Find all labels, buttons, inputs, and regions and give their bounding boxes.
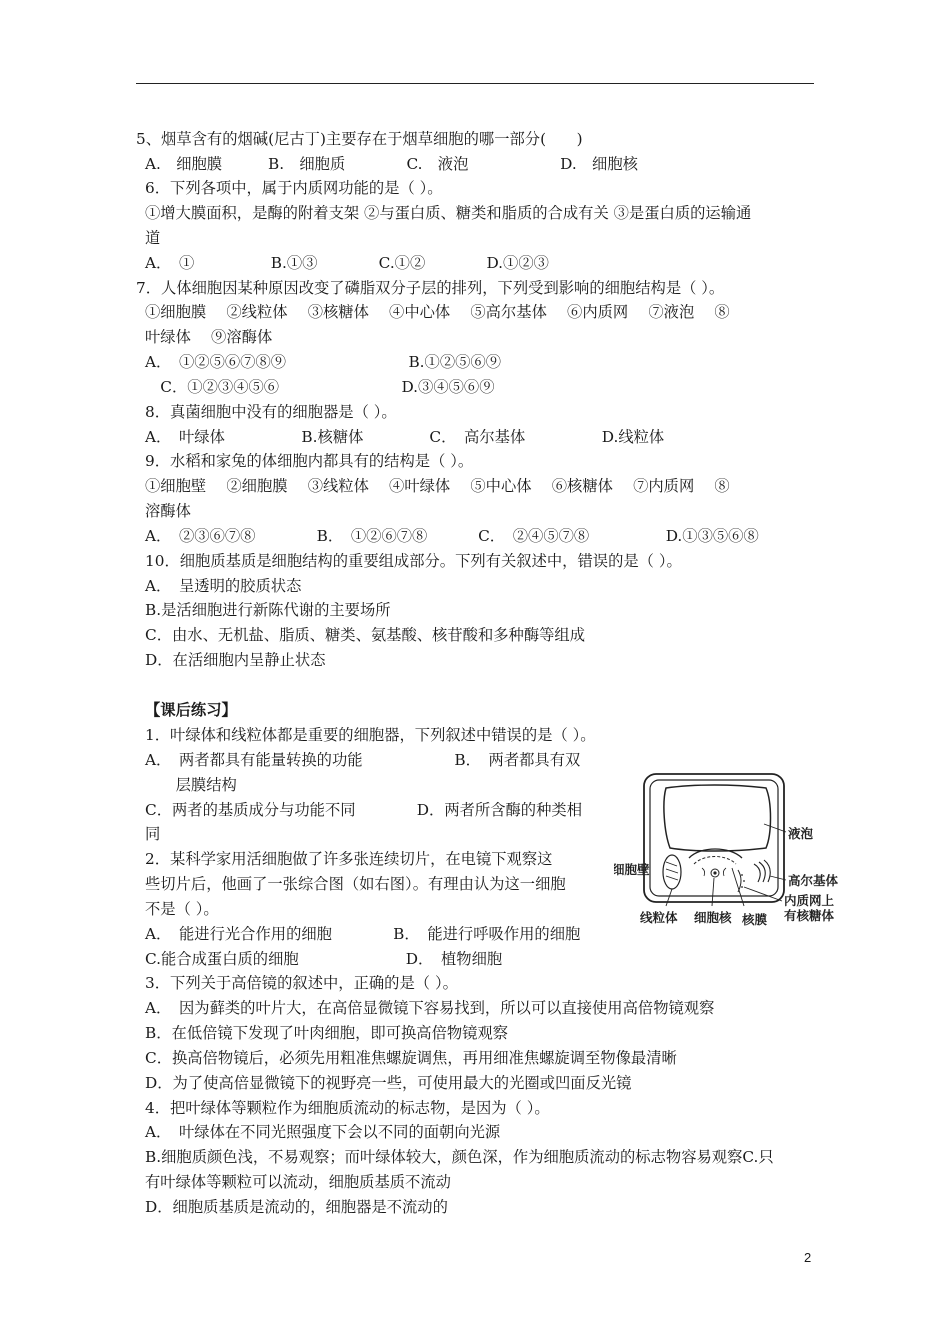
q10-stem: 10．细胞质基质是细胞结构的重要组成部分。下列有关叙述中，错误的是（ ）。 <box>145 552 682 570</box>
nuclear-envelope-inner <box>694 857 736 865</box>
p2-stem-line2: 些切片后，他画了一张综合图（如右图）。有理由认为这一细胞 <box>145 875 566 893</box>
label-nuclear-membrane: 核膜 <box>742 912 768 927</box>
p3-option-a: A． 因为藓类的叶片大，在高倍显微镜下容易找到，所以可以直接使用高倍物镜观察 <box>145 999 715 1017</box>
golgi-shape <box>754 860 770 882</box>
q6-desc-line2: 道 <box>145 229 161 247</box>
nucleolus-core <box>713 871 716 874</box>
q10-option-a: A． 呈透明的胶质状态 <box>145 577 302 595</box>
p3-option-d: D．为了使高倍显微镜下的视野亮一些，可使用最大的光圈或凹面反光镜 <box>145 1074 632 1092</box>
p4-option-d: D．细胞质基质是流动的，细胞器是不流动的 <box>145 1198 448 1216</box>
label-er-line1: 内质网上 <box>784 893 835 908</box>
label-vacuole: 液泡 <box>788 826 814 841</box>
q7-desc-line2: 叶绿体 ⑨溶酶体 <box>145 328 273 346</box>
p1-stem: 1．叶绿体和线粒体都是重要的细胞器，下列叙述中错误的是（ ）。 <box>145 726 596 744</box>
q7-stem: 7．人体细胞因某种原因改变了磷脂双分子层的排列，下列受到影响的细胞结构是（ ）。 <box>136 279 725 297</box>
q6-options: A． ① B.①③ C.①② D.①②③ <box>145 254 549 272</box>
q9-desc-line2: 溶酶体 <box>145 502 191 520</box>
p3-option-c: C．换高倍物镜后，必须先用粗准焦螺旋调焦，再用细准焦螺旋调至物像最清晰 <box>145 1049 677 1067</box>
q9-desc-line1: ①细胞壁 ②细胞膜 ③线粒体 ④叶绿体 ⑤中心体 ⑥核糖体 ⑦内质网 ⑧ <box>145 477 730 495</box>
p3-stem: 3．下列关于高倍镜的叙述中，正确的是（ ）。 <box>145 974 458 992</box>
vacuole-shape <box>664 785 771 851</box>
q7-options-cd: C．①②③④⑤⑥ D.③④⑤⑥⑨ <box>145 378 495 396</box>
q7-desc-line1: ①细胞膜 ②线粒体 ③核糖体 ④中心体 ⑤高尔基体 ⑥内质网 ⑦液泡 ⑧ <box>145 303 730 321</box>
q7-options-ab: A． ①②⑤⑥⑦⑧⑨ B.①②⑤⑥⑨ <box>145 353 502 371</box>
q5-stem: 5、烟草含有的烟碱(尼古丁)主要存在于烟草细胞的哪一部分( ) <box>136 130 583 148</box>
p1-options-ab: A． 两者都具有能量转换的功能 B． 两者都具有双 <box>145 751 581 769</box>
q8-options: A． 叶绿体 B.核糖体 C． 高尔基体 D.线粒体 <box>145 428 665 446</box>
label-cell-wall: 细胞壁 <box>614 862 650 877</box>
mitochondrion-shape <box>663 855 681 889</box>
p4-stem: 4．把叶绿体等颗粒作为细胞质流动的标志物，是因为（ ）。 <box>145 1099 550 1117</box>
p4-option-b-line1: B.细胞质颜色浅，不易观察；而叶绿体较大，颜色深，作为细胞质流动的标志物容易观察C.只 <box>145 1148 774 1166</box>
p1-options-cd-cont: 同 <box>145 825 161 843</box>
plant-cell-diagram <box>614 772 854 937</box>
p3-option-b: B．在低倍镜下发现了叶肉细胞，即可换高倍物镜观察 <box>145 1024 509 1042</box>
label-nucleus: 细胞核 <box>694 910 732 925</box>
p4-option-b-line2: 有叶绿体等颗粒可以流动，细胞质基质不流动 <box>145 1173 451 1191</box>
p2-options-ab: A． 能进行光合作用的细胞 B． 能进行呼吸作用的细胞 <box>145 925 581 943</box>
p1-options-ab-cont: 层膜结构 <box>145 776 237 794</box>
p2-stem-line3: 不是（ ）。 <box>145 900 219 918</box>
p1-options-cd: C．两者的基质成分与功能不同 D．两者所含酶的种类相 <box>145 801 582 819</box>
label-er-line2: 有核糖体 <box>784 908 835 923</box>
q10-option-c: C．由水、无机盐、脂质、糖类、氨基酸、核苷酸和多种酶等组成 <box>145 626 586 644</box>
q9-stem: 9．水稻和家兔的体细胞内都具有的结构是（ ）。 <box>145 452 474 470</box>
q10-option-b: B.是活细胞进行新陈代谢的主要场所 <box>145 601 391 619</box>
label-mitochondrion: 线粒体 <box>640 910 678 925</box>
q6-stem: 6．下列各项中，属于内质网功能的是（ ）。 <box>145 179 443 197</box>
q9-options: A． ②③⑥⑦⑧ B． ①②⑥⑦⑧ C． ②④⑤⑦⑧ D.①③⑤⑥⑧ <box>145 527 759 545</box>
section-title: 【课后练习】 <box>145 701 237 719</box>
q8-stem: 8．真菌细胞中没有的细胞器是（ ）。 <box>145 403 397 421</box>
p4-option-a: A． 叶绿体在不同光照强度下会以不同的面朝向光源 <box>145 1123 501 1141</box>
p2-stem-line1: 2．某科学家用活细胞做了许多张连续切片，在电镜下观察这 <box>145 850 553 868</box>
p2-options-cd: C.能合成蛋白质的细胞 D． 植物细胞 <box>145 950 503 968</box>
header-rule <box>136 83 814 84</box>
q6-desc-line1: ①增大膜面积，是酶的附着支架 ②与蛋白质、糖类和脂质的合成有关 ③是蛋白质的运输通 <box>145 204 752 222</box>
page-number: 2 <box>804 1250 812 1265</box>
label-golgi: 高尔基体 <box>788 873 839 888</box>
q5-options: A. 细胞膜 B. 细胞质 C. 液泡 D. 细胞核 <box>145 155 638 173</box>
mitochondrion-cristae <box>666 862 678 880</box>
q10-option-d: D．在活细胞内呈静止状态 <box>145 651 326 669</box>
